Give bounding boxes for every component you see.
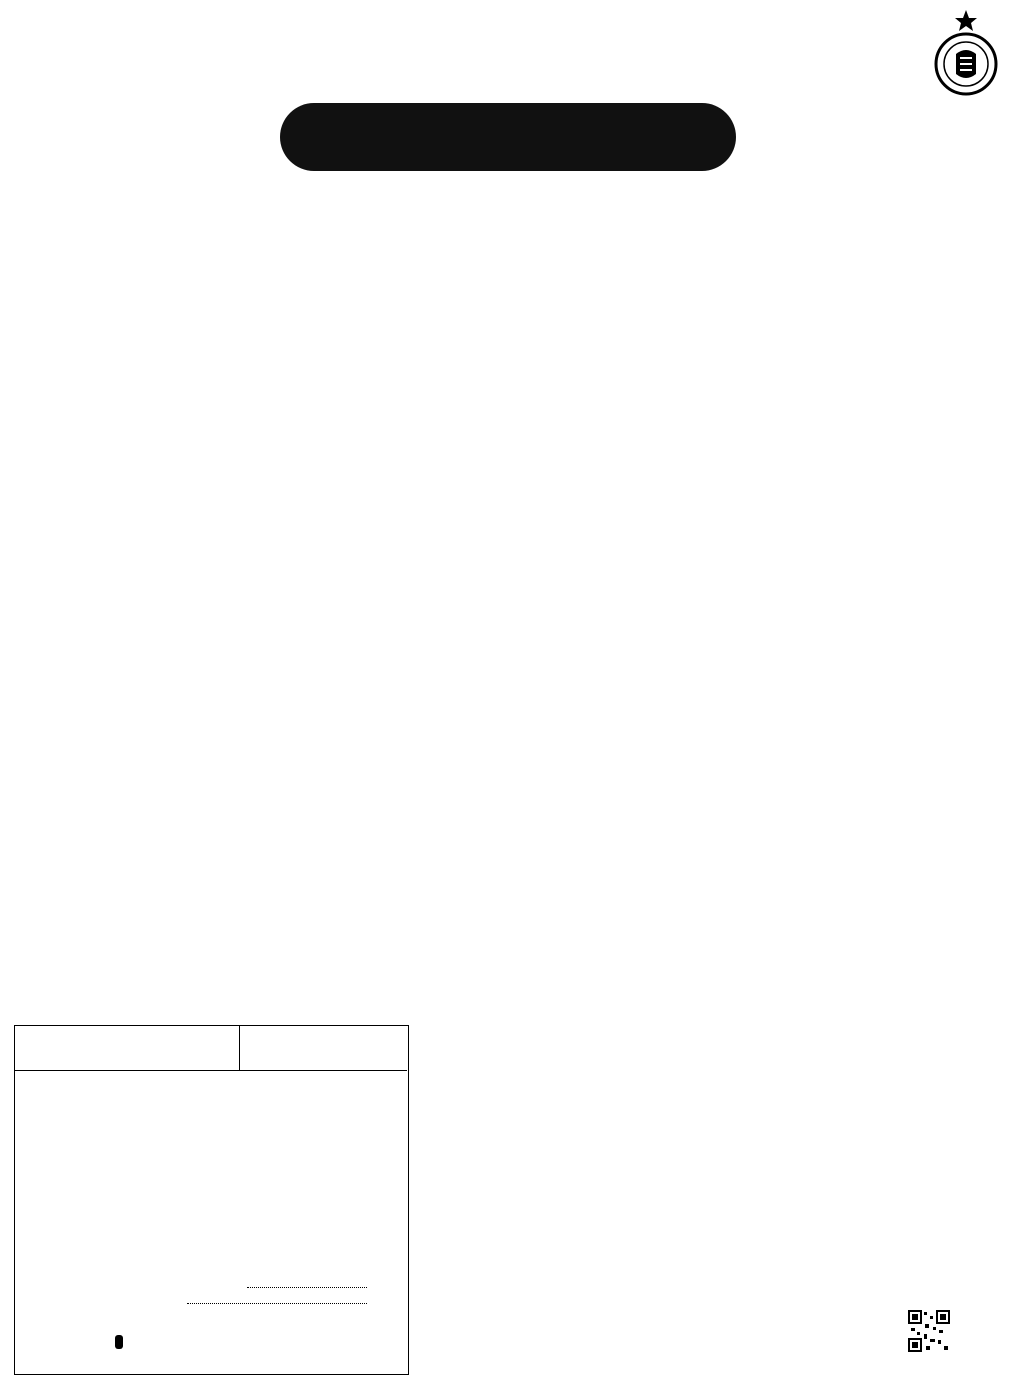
vacancies-banner	[280, 103, 736, 171]
dated-line	[187, 1292, 367, 1304]
photo-paste-box	[240, 1026, 407, 1071]
iwork-for-sindh-logo	[115, 1335, 275, 1349]
qr-code-icon	[908, 1310, 950, 1352]
sindh-government-emblem	[926, 6, 1006, 98]
form-title	[15, 1026, 240, 1071]
application-form	[14, 1025, 409, 1375]
form-header	[15, 1026, 407, 1071]
person-icon	[115, 1335, 123, 1349]
signature-line	[247, 1276, 367, 1288]
